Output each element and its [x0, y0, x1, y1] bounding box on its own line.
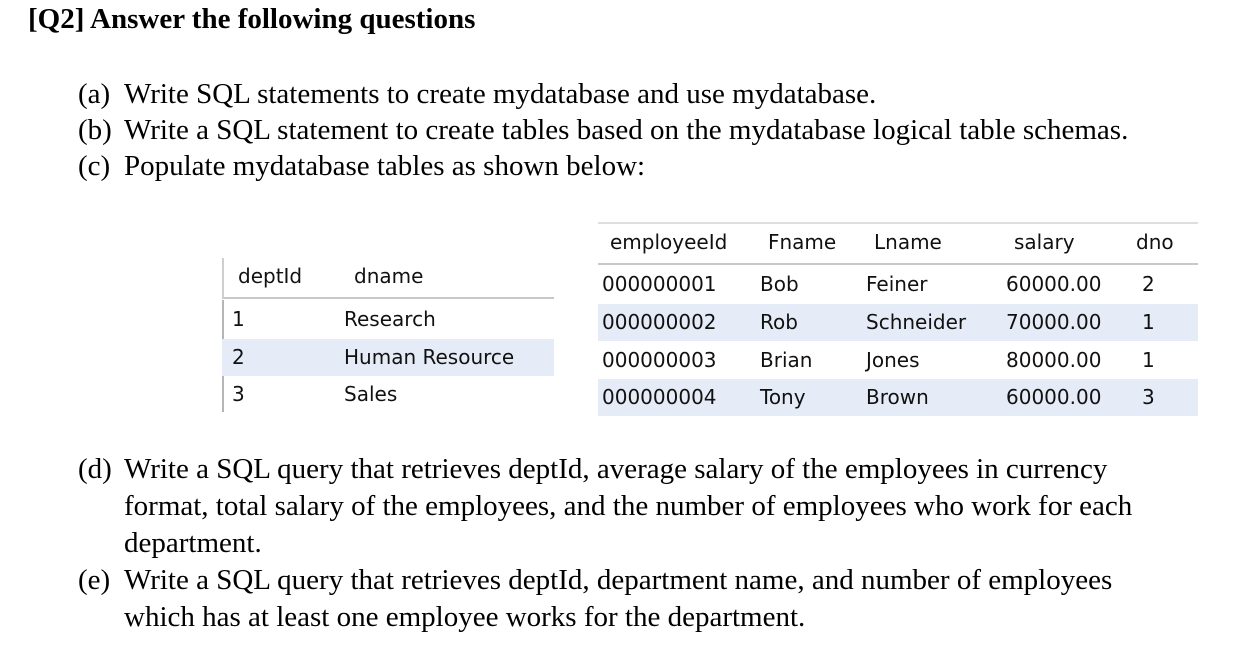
- table-row: [598, 379, 1198, 416]
- employee-header-divider: [598, 263, 1198, 265]
- emp-cell: Rob: [760, 310, 798, 334]
- dept-header-row: [222, 258, 554, 295]
- question-c-label: (c): [78, 150, 111, 182]
- table-row: [598, 342, 1198, 379]
- question-b-label: (b): [78, 114, 112, 146]
- question-b-text: Write a SQL statement to create tables based on the mydatabase logical table schemas.: [124, 114, 1129, 146]
- emp-cell: Brian: [760, 348, 813, 372]
- table-row: [222, 339, 554, 376]
- question-title: [Q2] Answer the following questions: [28, 3, 476, 35]
- question-a-text: Write SQL statements to create mydatabase and use mydatabase.: [124, 78, 877, 110]
- dept-cell: 3: [232, 382, 245, 406]
- emp-cell: 000000004: [602, 385, 717, 409]
- emp-cell: Tony: [760, 385, 806, 409]
- employee-header-row: [598, 224, 1198, 261]
- emp-cell: Bob: [760, 272, 799, 296]
- question-d-label: (d): [78, 453, 112, 485]
- emp-col-salary: salary: [1014, 230, 1075, 254]
- question-e-line: Write a SQL query that retrieves deptId, department name, and number of employees: [124, 564, 1113, 596]
- emp-cell: 000000001: [602, 272, 717, 296]
- employee-table: [598, 222, 1198, 414]
- emp-cell: 3: [1142, 385, 1155, 409]
- question-e-line: which has at least one employee works for the department.: [124, 601, 806, 633]
- dept-header-divider: [222, 297, 554, 299]
- dept-col-dname: dname: [354, 264, 424, 288]
- emp-cell: 80000.00: [1006, 348, 1102, 372]
- question-c-text: Populate mydatabase tables as shown below:: [124, 150, 646, 182]
- dept-cell: Research: [344, 307, 436, 331]
- question-d-line: format, total salary of the employees, and the number of employees who work for each: [124, 490, 1133, 522]
- question-c: [78, 148, 1128, 184]
- questions-bottom: [78, 451, 1132, 636]
- table-row: [222, 376, 554, 413]
- dept-cell: Sales: [344, 382, 398, 406]
- emp-cell: 1: [1142, 348, 1155, 372]
- employee-top-border: [598, 222, 1198, 224]
- dept-table: [222, 258, 554, 414]
- emp-cell: 1: [1142, 310, 1155, 334]
- questions-top: [78, 76, 1128, 184]
- emp-col-dno: dno: [1136, 230, 1174, 254]
- dept-cell: Human Resource: [344, 345, 515, 369]
- dept-col-deptid: deptId: [238, 264, 303, 288]
- question-d: [78, 451, 1132, 562]
- question-e-text: [124, 562, 1112, 636]
- emp-cell: Schneider: [866, 310, 967, 334]
- emp-cell: 2: [1142, 272, 1155, 296]
- emp-cell: 000000002: [602, 310, 717, 334]
- emp-col-lname: Lname: [874, 230, 942, 254]
- emp-col-fname: Fname: [768, 230, 837, 254]
- table-row: [222, 301, 554, 338]
- table-row: [598, 266, 1198, 303]
- emp-cell: 70000.00: [1006, 310, 1102, 334]
- dept-header-left-border: [222, 258, 224, 298]
- emp-cell: 60000.00: [1006, 272, 1102, 296]
- emp-cell: Feiner: [866, 272, 928, 296]
- question-d-line: department.: [124, 527, 262, 559]
- question-a-label: (a): [78, 78, 111, 110]
- question-b: [78, 112, 1128, 148]
- dept-cell: 2: [232, 345, 245, 369]
- emp-cell: Brown: [866, 385, 929, 409]
- question-a: [78, 76, 1128, 112]
- emp-col-employeeid: employeeId: [610, 230, 728, 254]
- question-e: [78, 562, 1132, 636]
- emp-cell: 60000.00: [1006, 385, 1102, 409]
- dept-cell: 1: [232, 307, 245, 331]
- table-row: [598, 304, 1198, 341]
- question-d-text: [124, 451, 1132, 562]
- question-e-label: (e): [78, 564, 111, 596]
- emp-cell: 000000003: [602, 348, 717, 372]
- emp-cell: Jones: [866, 348, 920, 372]
- question-d-line: Write a SQL query that retrieves deptId, average salary of the employees in currency: [124, 453, 1108, 485]
